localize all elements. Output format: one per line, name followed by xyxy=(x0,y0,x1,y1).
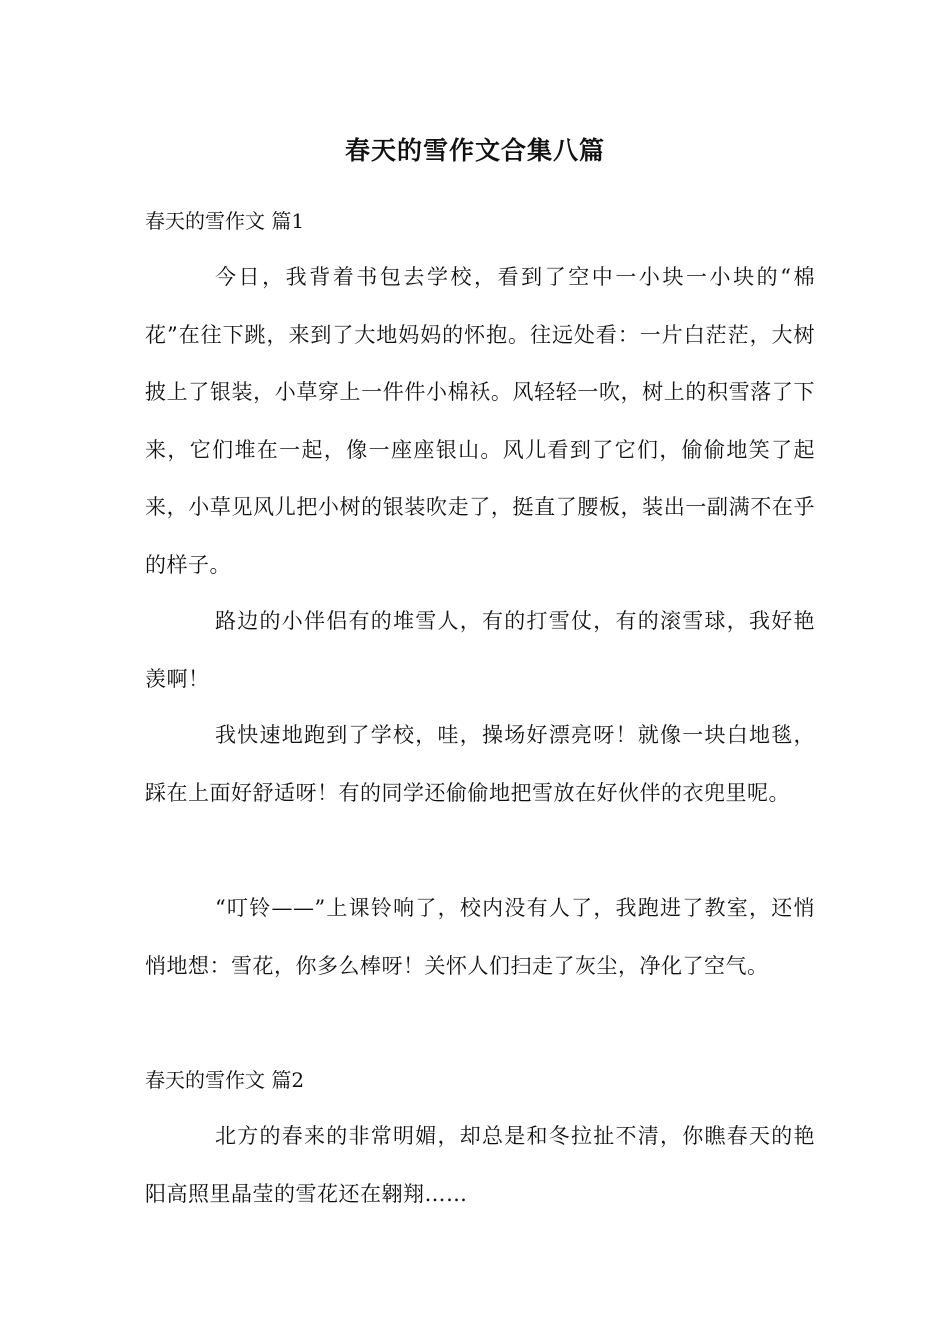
paragraph: 北方的春来的非常明媚，却总是和冬拉扯不清，你瞧春天的艳阳高照里晶莹的雪花还在翱翔…… xyxy=(145,1124,815,1206)
paragraph: 路边的小伴侣有的堆雪人，有的打雪仗，有的滚雪球，我好艳羡啊！ xyxy=(145,609,815,691)
section-heading-2: 春天的雪作文 篇2 xyxy=(145,1068,305,1092)
paragraph: “叮铃——”上课铃响了，校内没有人了，我跑进了教室，还悄悄地想：雪花，你多么棒呀！关怀人们扫走了灰尘，净化了空气。 xyxy=(145,896,815,978)
paragraph: 今日，我背着书包去学校，看到了空中一小块一小块的“棉花”在往下跳，来到了大地妈妈的怀抱。往远处看：一片白茫茫，大树披上了银装，小草穿上一件件小棉袄。风轻轻一吹，树上的积雪落了下来，它们堆在一起，像一座座银山。风儿看到了它们，偷偷地笑了起来，小草见风儿把小树的银装吹走了，挺直了腰板，装出一副满不在乎的样子。 xyxy=(145,265,815,577)
paragraph: 我快速地跑到了学校，哇，操场好漂亮呀！就像一块白地毯，踩在上面好舒适呀！有的同学还偷偷地把雪放在好伙伴的衣兜里呢。 xyxy=(145,723,815,805)
document-title: 春天的雪作文合集八篇 xyxy=(344,136,605,165)
section-heading-1: 春天的雪作文 篇1 xyxy=(145,209,305,233)
